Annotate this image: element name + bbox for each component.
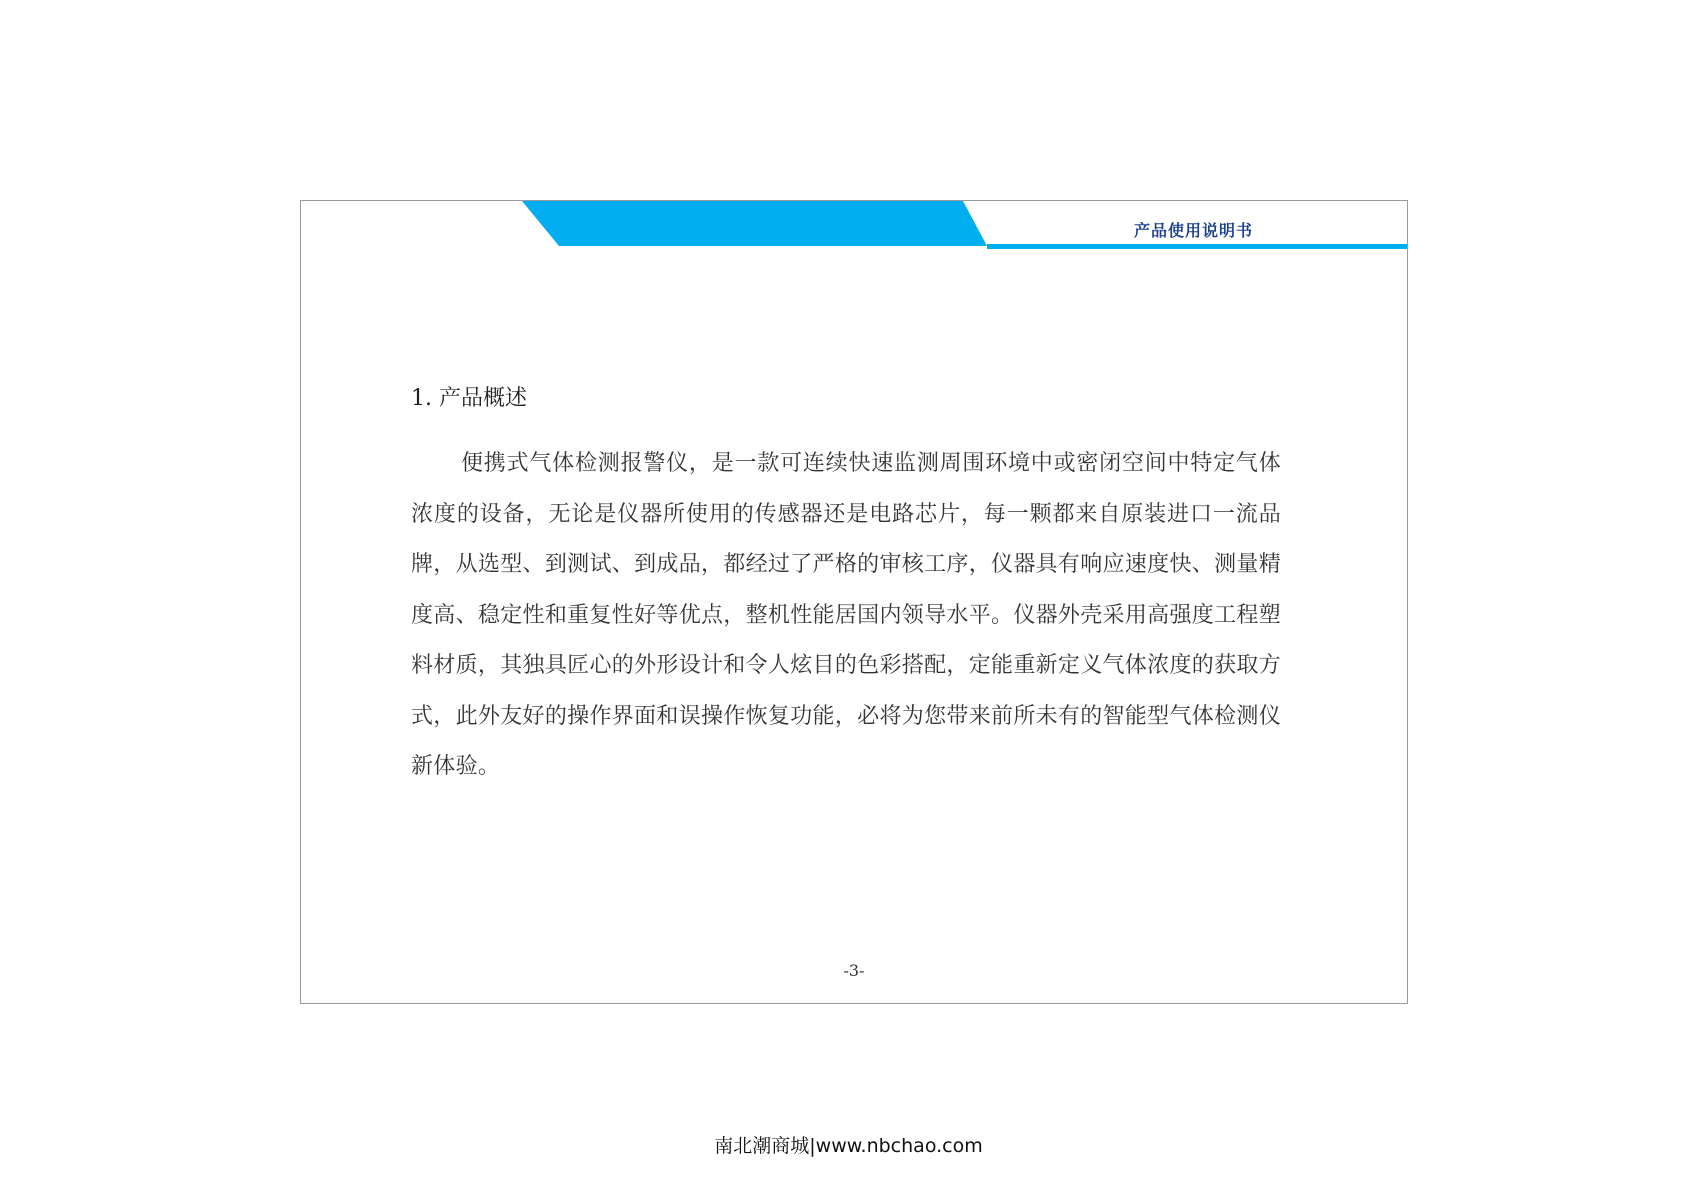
header-title: 产品使用说明书 xyxy=(1133,221,1253,240)
manual-page xyxy=(300,200,1408,1004)
section-body: 便携式气体检测报警仪，是一款可连续快速监测周围环境中或密闭空间中特定气体浓度的设备，无论是仪器所使用的传感器还是电路芯片，每一颗都来自原装进口一流品牌，从选型、到测试、到成品，都经过了严格的审核工序，仪器具有响应速度快、测量精度高、稳定性和重复性好等优点，整机性能居国内领导水平。仪器外壳采用高强度工程塑料材质，其独具匠心的外形设计和令人炫目的色彩搭配，定能重新定义气体浓度的获取方式，此外友好的操作界面和误操作恢复功能，必将为您带来前所未有的智能型气体检测仪新体验。 xyxy=(411,451,1281,779)
header-accent-line xyxy=(987,244,1408,249)
header-accent-shape xyxy=(522,201,987,246)
section-overview xyxy=(411,381,1281,793)
page-number: -3- xyxy=(843,961,865,980)
section-title: 1. 产品概述 xyxy=(411,386,527,411)
site-footer: 南北潮商城|www.nbchao.com xyxy=(714,1135,983,1157)
